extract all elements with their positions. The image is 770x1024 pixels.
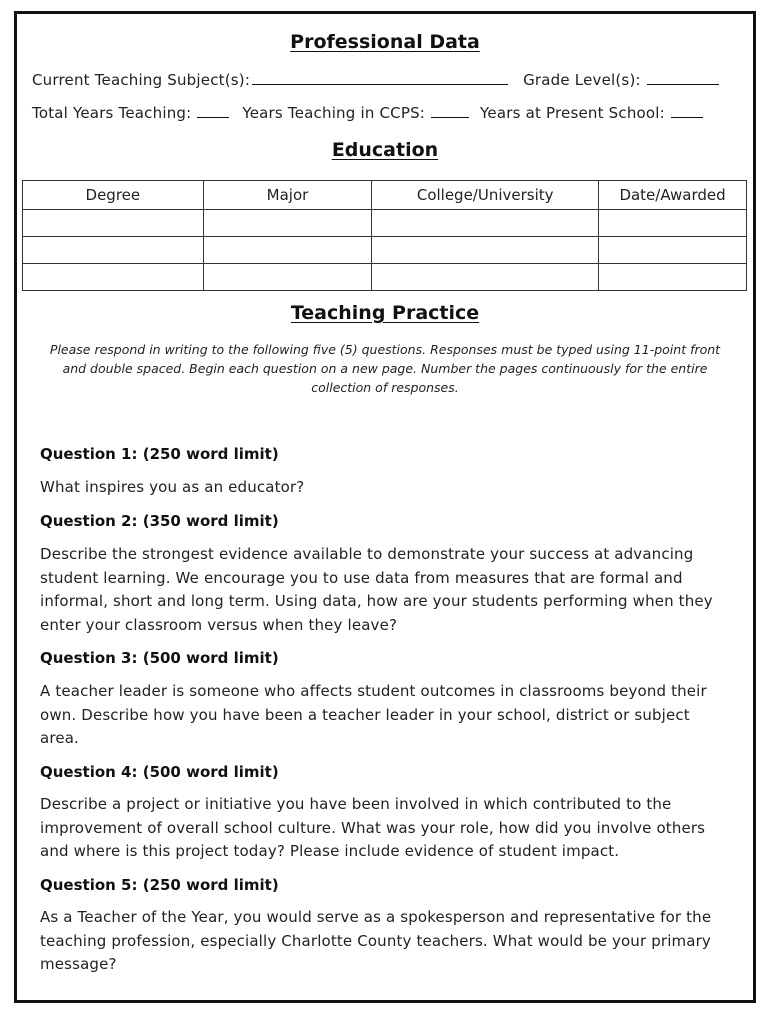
table-cell[interactable] xyxy=(23,210,204,237)
column-header-college: College/University xyxy=(372,181,599,210)
table-cell[interactable] xyxy=(599,237,747,264)
instructions-text: Please respond in writing to the following five (5) questions. Responses must be typed using 11-point front and double spaced. Begin each question on a new page. Number the pages continuously for the entire collection of responses. xyxy=(49,342,721,395)
table-cell[interactable] xyxy=(372,210,599,237)
years-present-label: Years at Present School: xyxy=(480,104,665,122)
table-row xyxy=(23,264,747,291)
grade-level-label: Grade Level(s): xyxy=(523,71,641,89)
professional-data-heading: Professional Data xyxy=(290,31,480,53)
table-cell[interactable] xyxy=(203,210,372,237)
years-present-field[interactable] xyxy=(671,103,703,118)
table-cell[interactable] xyxy=(23,264,204,291)
question-3-text: A teacher leader is someone who affects student outcomes in classrooms beyond their own. Describe how you have been a teacher leader in your school, district or subject area. xyxy=(40,682,707,747)
question-3-title: Question 3: (500 word limit) xyxy=(40,649,279,667)
table-cell[interactable] xyxy=(372,237,599,264)
table-cell[interactable] xyxy=(203,237,372,264)
current-subject-label: Current Teaching Subject(s): xyxy=(32,71,251,89)
table-row xyxy=(23,237,747,264)
question-5-text: As a Teacher of the Year, you would serve as a spokesperson and representative for the teaching profession, especially Charlotte County teachers. What would be your primary message? xyxy=(40,908,712,973)
education-table xyxy=(22,180,747,291)
grade-level-field[interactable] xyxy=(647,70,719,85)
years-ccps-label: Years Teaching in CCPS: xyxy=(242,104,426,122)
question-4-title: Question 4: (500 word limit) xyxy=(40,763,279,781)
table-cell[interactable] xyxy=(599,210,747,237)
question-1-title: Question 1: (250 word limit) xyxy=(40,445,279,463)
table-cell[interactable] xyxy=(23,237,204,264)
total-years-label: Total Years Teaching: xyxy=(32,104,192,122)
years-row xyxy=(32,103,703,122)
table-cell[interactable] xyxy=(372,264,599,291)
column-header-date-awarded: Date/Awarded xyxy=(599,181,747,210)
current-subject-row xyxy=(32,70,719,89)
column-header-degree: Degree xyxy=(23,181,204,210)
question-4-text: Describe a project or initiative you have been involved in which contributed to the improvement of overall school culture. What was your role, how did you involve others and where is this project today? Please include evidence of student impact. xyxy=(40,795,706,860)
years-ccps-field[interactable] xyxy=(431,103,469,118)
education-header-row xyxy=(23,181,747,210)
table-row xyxy=(23,210,747,237)
column-header-major: Major xyxy=(203,181,372,210)
question-5-title: Question 5: (250 word limit) xyxy=(40,876,279,894)
table-cell[interactable] xyxy=(203,264,372,291)
table-cell[interactable] xyxy=(599,264,747,291)
question-1-text: What inspires you as an educator? xyxy=(40,478,305,496)
teaching-practice-heading: Teaching Practice xyxy=(290,302,480,324)
current-subject-field[interactable] xyxy=(252,70,508,85)
question-2-title: Question 2: (350 word limit) xyxy=(40,512,279,530)
education-heading: Education xyxy=(331,139,439,161)
total-years-field[interactable] xyxy=(197,103,229,118)
question-2-text: Describe the strongest evidence available to demonstrate your success at advancing student learning. We encourage you to use data from measures that are formal and informal, short and long term. Using data, how are your students performing when they enter your classroom versus when they leave? xyxy=(40,545,713,634)
